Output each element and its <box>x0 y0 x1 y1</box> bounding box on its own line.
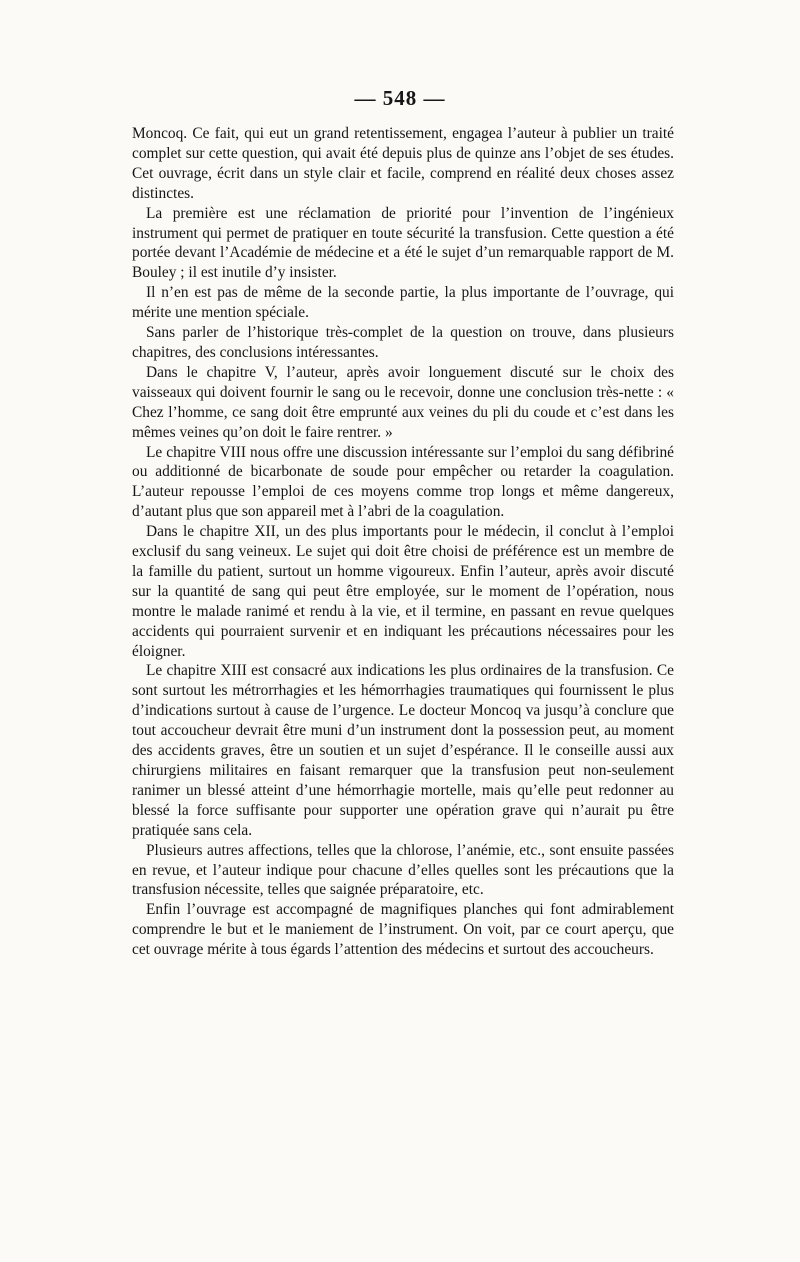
paragraph-6: Le chapitre VIII nous offre une discussion intéressante sur l’emploi du sang défibriné ou additionné de bicarbonate de soude pour empêcher ou retarder la coagulation. L’auteur repousse l’emploi de ces moyens comme trop longs et même dangereux, d’autant plus que son appareil met à l’abri de la coagulation. <box>132 443 674 521</box>
paragraph-5: Dans le chapitre V, l’auteur, après avoir longuement discuté sur le choix des vaisseaux qui doivent fournir le sang ou le recevoir, donne une conclusion très-nette : « Chez l’homme, ce sang doit être emprunté aux veines du pli du coude et c’est dans les mêmes veines qu’on doit le faire rentrer. » <box>132 363 674 441</box>
paragraph-2: La première est une réclamation de priorité pour l’invention de l’ingénieux instrument qui permet de pratiquer en toute sécurité la transfusion. Cette question a été portée devant l’Académie de médecine et a été le sujet d’un remarquable rapport de M. Bouley ; il est inutile d’y insister. <box>132 204 674 282</box>
paragraph-10: Enfin l’ouvrage est accompagné de magnifiques planches qui font admirablement comprendre le but et le maniement de l’instrument. On voit, par ce court aperçu, que cet ouvrage mérite à tous égards l’attention des médecins et surtout des accoucheurs. <box>132 901 674 959</box>
paragraph-1: Moncoq. Ce fait, qui eut un grand retentissement, engagea l’auteur à publier un traité complet sur cette question, qui avait été depuis plus de quinze ans l’objet de ses études. Cet ouvrage, écrit dans un style clair et facile, comprend en réalité deux choses assez distinctes. <box>132 125 674 202</box>
paragraph-8: Le chapitre XIII est consacré aux indications les plus ordinaires de la transfusion. Ce sont surtout les métrorrhagies et les hémorrhagies traumatiques qui fournissent le plus d’indications surtout à cause de l’urgence. Le docteur Moncoq va jusqu’à conclure que tout accoucheur devrait être muni d’un instrument dont la possession peut, au moment des accidents graves, être un soutien et un sujet d’espérance. Il le conseille aussi aux chirurgiens militaires en faisant remarquer que la transfusion peut non-seulement ranimer un blessé atteint d’une hémorrhagie mortelle, mais qu’elle peut redonner au blessé la force suffisante pour supporter une opération grave qui n’aurait pu être pratiquée sans cela. <box>132 662 674 839</box>
paragraph-9: Plusieurs autres affections, telles que la chlorose, l’anémie, etc., sont ensuite passées en revue, et l’auteur indique pour chacune d’elles quelles sont les précautions que la transfusion nécessite, telles que saignée préparatoire, etc. <box>132 841 674 899</box>
paragraph-7: Dans le chapitre XII, un des plus importants pour le médecin, il conclut à l’emploi exclusif du sang veineux. Le sujet qui doit être choisi de préférence est un membre de la famille du patient, surtout un homme vigoureux. Enfin l’auteur, après avoir discuté sur la quantité de sang qui peut être employée, sur le moment de l’opération, nous montre le malade ranimé et rendu à la vie, et il termine, en passant en revue quelques accidents qui pourraient survenir et en indiquant les précautions nécessaires pour les éloigner. <box>132 523 674 660</box>
page-number: — 548 — <box>354 86 446 110</box>
paragraph-3: Il n’en est pas de même de la seconde partie, la plus importante de l’ouvrage, qui mérite une mention spéciale. <box>132 284 674 322</box>
body-text <box>132 124 674 960</box>
paragraph-4: Sans parler de l’historique très-complet de la question on trouve, dans plusieurs chapitres, des conclusions intéressantes. <box>132 324 674 361</box>
